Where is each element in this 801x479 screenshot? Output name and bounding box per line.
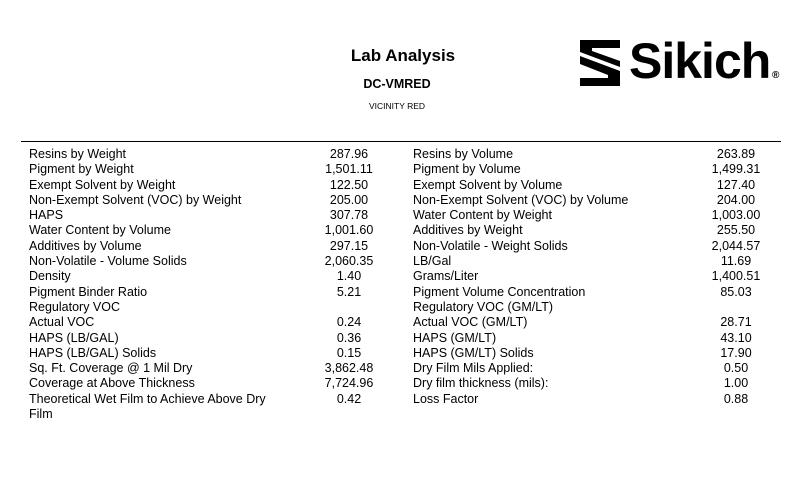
measurement-label: Pigment Binder Ratio [29,284,148,299]
measurement-value: 127.40 [716,177,756,192]
measurement-row [413,376,778,391]
logo-wordmark: Sikich [629,33,771,89]
measurement-value: 0.36 [336,330,362,345]
measurement-row [413,346,778,361]
measurement-row [413,331,778,346]
measurement-value: 0.42 [336,391,362,406]
product-name: VICINITY RED [368,101,426,111]
measurement-label: Non-Exempt Solvent (VOC) by Volume [413,192,629,207]
measurement-label: HAPS [29,208,64,223]
measurement-label: Actual VOC (GM/LT) [413,315,528,330]
measurement-row [413,315,778,330]
measurement-row [29,269,389,284]
measurement-row [413,269,778,284]
measurement-row [29,162,389,177]
measurement-value: 287.96 [329,147,369,161]
measurement-label: Pigment Volume Concentration [413,284,586,299]
measurement-value: 1.00 [723,376,749,391]
measurement-value: 1,501.11 [325,162,373,177]
measurement-row [29,346,389,361]
measurement-row [413,162,778,177]
measurement-value: 1.40 [336,269,362,284]
measurement-label: HAPS (LB/GAL) [29,330,119,345]
measurement-row [29,147,389,162]
measurement-value: 1,001.60 [324,223,374,238]
measurement-value: 122.50 [329,177,369,192]
measurement-row [29,376,389,391]
measurement-row [413,193,778,208]
measurement-label: Dry Film Mils Applied: [413,361,534,376]
measurement-value: 297.15 [329,238,369,253]
measurement-row [413,223,778,238]
measurement-value: 0.24 [336,315,362,330]
measurement-label: Non-Volatile - Volume Solids [29,254,187,269]
measurement-row [413,147,778,162]
header-divider [21,141,781,142]
measurement-label: Dry film thickness (mils): [413,376,549,391]
measurement-label: Density [29,269,71,284]
measurement-value: 307.78 [329,208,369,223]
measurement-label: Regulatory VOC (GM/LT) [413,299,554,314]
measurement-row [29,331,389,346]
measurement-value: 263.89 [716,147,756,161]
measurement-label: HAPS (GM/LT) Solids [413,345,534,360]
measurement-label: HAPS (LB/GAL) Solids [29,345,157,360]
sikich-logo [580,33,790,92]
measurement-row [413,254,778,269]
measurement-value: 3,862.48 [324,361,374,376]
measurement-label: Actual VOC [29,315,95,330]
measurement-value: 204.00 [716,192,756,207]
page-title: Lab Analysis [350,46,456,65]
product-code: DC-VMRED [363,77,431,91]
measurement-row [413,361,778,376]
measurement-value: 1,400.51 [711,269,761,284]
measurement-row [29,193,389,208]
measurement-label: Coverage at Above Thickness [29,376,195,391]
measurement-value: 2,060.35 [324,254,374,269]
chevron-mark-icon [580,40,624,86]
measurement-label: Exempt Solvent by Volume [413,177,563,192]
measurement-value: 28.71 [720,315,752,330]
measurement-row [413,208,778,223]
measurement-label: Resins by Volume [413,147,514,161]
measurement-value: 1,499.31 [711,162,761,177]
measurement-value: 7,724.96 [324,376,374,391]
measurement-value: 0.88 [723,391,749,406]
measurement-label: HAPS (GM/LT) [413,330,497,345]
measurement-value: 205.00 [329,192,369,207]
measurement-label: Water Content by Weight [413,208,552,223]
measurement-row [413,300,778,315]
measurement-label: Non-Exempt Solvent (VOC) by Weight [29,192,242,207]
measurement-row [413,178,778,193]
measurement-row [29,239,389,254]
measurement-value: 255.50 [716,223,756,238]
measurement-row [29,285,389,300]
measurement-row [29,178,389,193]
measurement-label: Exempt Solvent by Weight [29,177,176,192]
measurement-value: 43.10 [720,330,752,345]
measurement-label: LB/Gal [413,254,452,269]
left-measurements-column [29,147,389,422]
measurement-row [413,239,778,254]
measurement-row [29,208,389,223]
measurement-row [413,285,778,300]
registered-mark: ® [772,70,780,81]
measurement-row [29,300,389,315]
measurement-value: 85.03 [720,284,752,299]
measurement-label: Regulatory VOC [29,299,121,314]
measurement-value: 0.50 [723,361,749,376]
measurement-row [29,315,389,330]
measurement-row [29,392,389,423]
measurement-label: Resins by Weight [29,147,127,161]
right-measurements-column [413,147,778,407]
measurement-value: 5.21 [336,284,362,299]
measurement-label: Loss Factor [413,391,479,406]
measurement-label: Additives by Weight [413,223,523,238]
measurement-value: 2,044.57 [711,238,761,253]
measurement-label: Pigment by Weight [29,162,134,177]
measurement-row [29,361,389,376]
measurement-label: Additives by Volume [29,238,142,253]
measurement-label: Water Content by Volume [29,223,171,238]
measurement-row [29,223,389,238]
measurement-row [29,254,389,269]
measurement-value: 17.90 [720,345,752,360]
measurement-label: Pigment by Volume [413,162,521,177]
measurement-label: Grams/Liter [413,269,479,284]
measurement-row [413,392,778,407]
measurement-value: 1,003.00 [711,208,761,223]
measurement-value: 11.69 [720,254,752,269]
measurement-label: Non-Volatile - Weight Solids [413,238,568,253]
measurement-label: Sq. Ft. Coverage @ 1 Mil Dry [29,361,193,376]
measurement-label: Theoretical Wet Film to Achieve Above Dry Film [29,391,266,422]
measurement-value: 0.15 [336,345,362,360]
